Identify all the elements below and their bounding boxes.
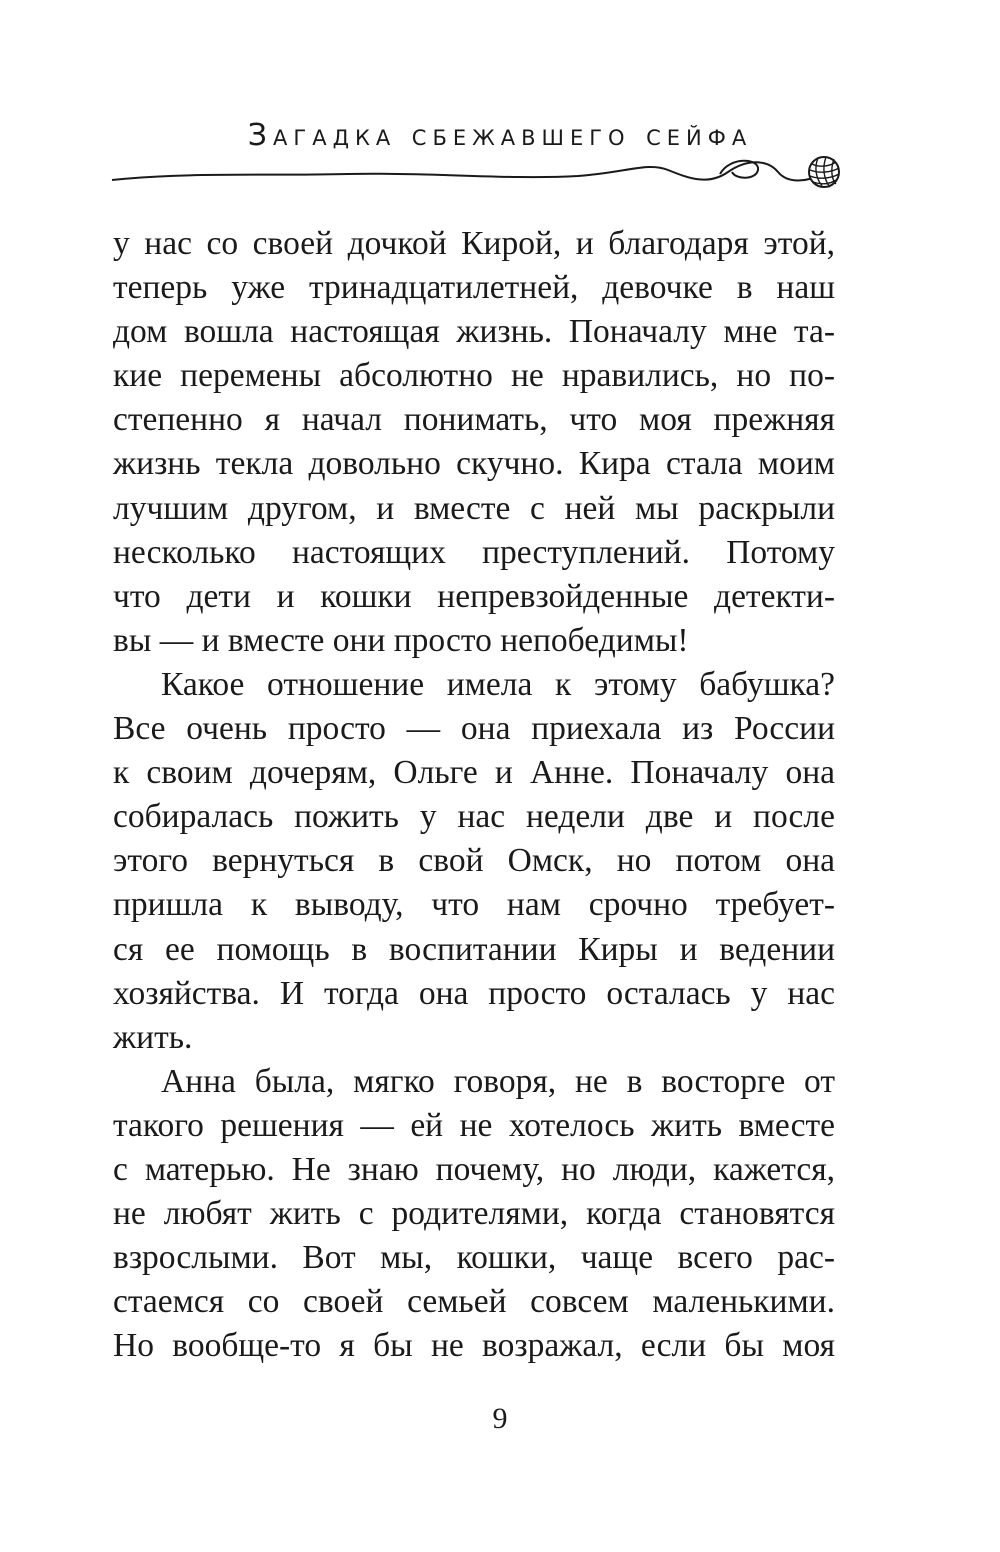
text-line: несколько настоящих преступлений. Потому [113,533,835,571]
text-line: к своим дочерям, Ольге и Анне. Поначалу она [113,754,835,792]
running-head-title: Загадка сбежавшего сейфа [247,118,753,153]
text-line: теперь уже тринадцатилетней, девочке в наш [113,269,835,307]
text-line: ся ее помощь в воспитании Киры и ведении [113,930,835,968]
thread-line [112,162,820,180]
text-line: с матерью. Не знаю почему, но люди, кажется, [113,1150,835,1188]
paragraph-1 [113,222,835,663]
body-text [113,222,835,1368]
text-line: Все очень просто — она приехала из России [113,710,835,748]
text-line: такого решения — ей не хотелось жить вместе [113,1106,835,1144]
text-line: Какое отношение имела к этому бабушка? [161,665,835,703]
text-line: этого вернуться в свой Омск, но потом она [113,842,835,880]
text-line: Анна была, мягко говоря, не в восторге от [161,1062,835,1100]
text-line: собиралась пожить у нас недели две и после [113,798,835,836]
text-line: хозяйства. И тогда она просто осталась у нас [113,974,835,1012]
text-line: лучшим другом, и вместе с ней мы раскрыли [113,489,835,527]
page-number: 9 [492,1402,508,1435]
text-line: вы — и вместе они просто непобедимы! [113,621,689,659]
paragraph-3 [113,1060,835,1369]
paragraph-2 [113,663,835,1060]
text-line: кие перемены абсолютно не нравились, но по- [113,357,835,395]
text-line: Но вообще-то я бы не возражал, если бы моя [113,1327,835,1365]
text-line: стаемся со своей семьей совсем маленькими. [113,1283,835,1321]
text-line: не любят жить с родителями, когда становятся [113,1195,835,1233]
yarn-ball-thread-icon [108,150,848,198]
text-line: жизнь текла довольно скучно. Кира стала моим [113,445,835,483]
text-line: пришла к выводу, что нам срочно требует- [113,886,835,924]
text-line: дом вошла настоящая жизнь. Поначалу мне та- [113,313,835,351]
text-line: степенно я начал понимать, что моя прежняя [113,401,835,439]
text-line: у нас со своей дочкой Кирой, и благодаря этой, [113,225,835,262]
text-line: взрослыми. Вот мы, кошки, чаще всего рас- [113,1239,835,1277]
text-line: жить. [113,1018,193,1056]
text-line: что дети и кошки непревзойденные детекти- [113,577,835,615]
